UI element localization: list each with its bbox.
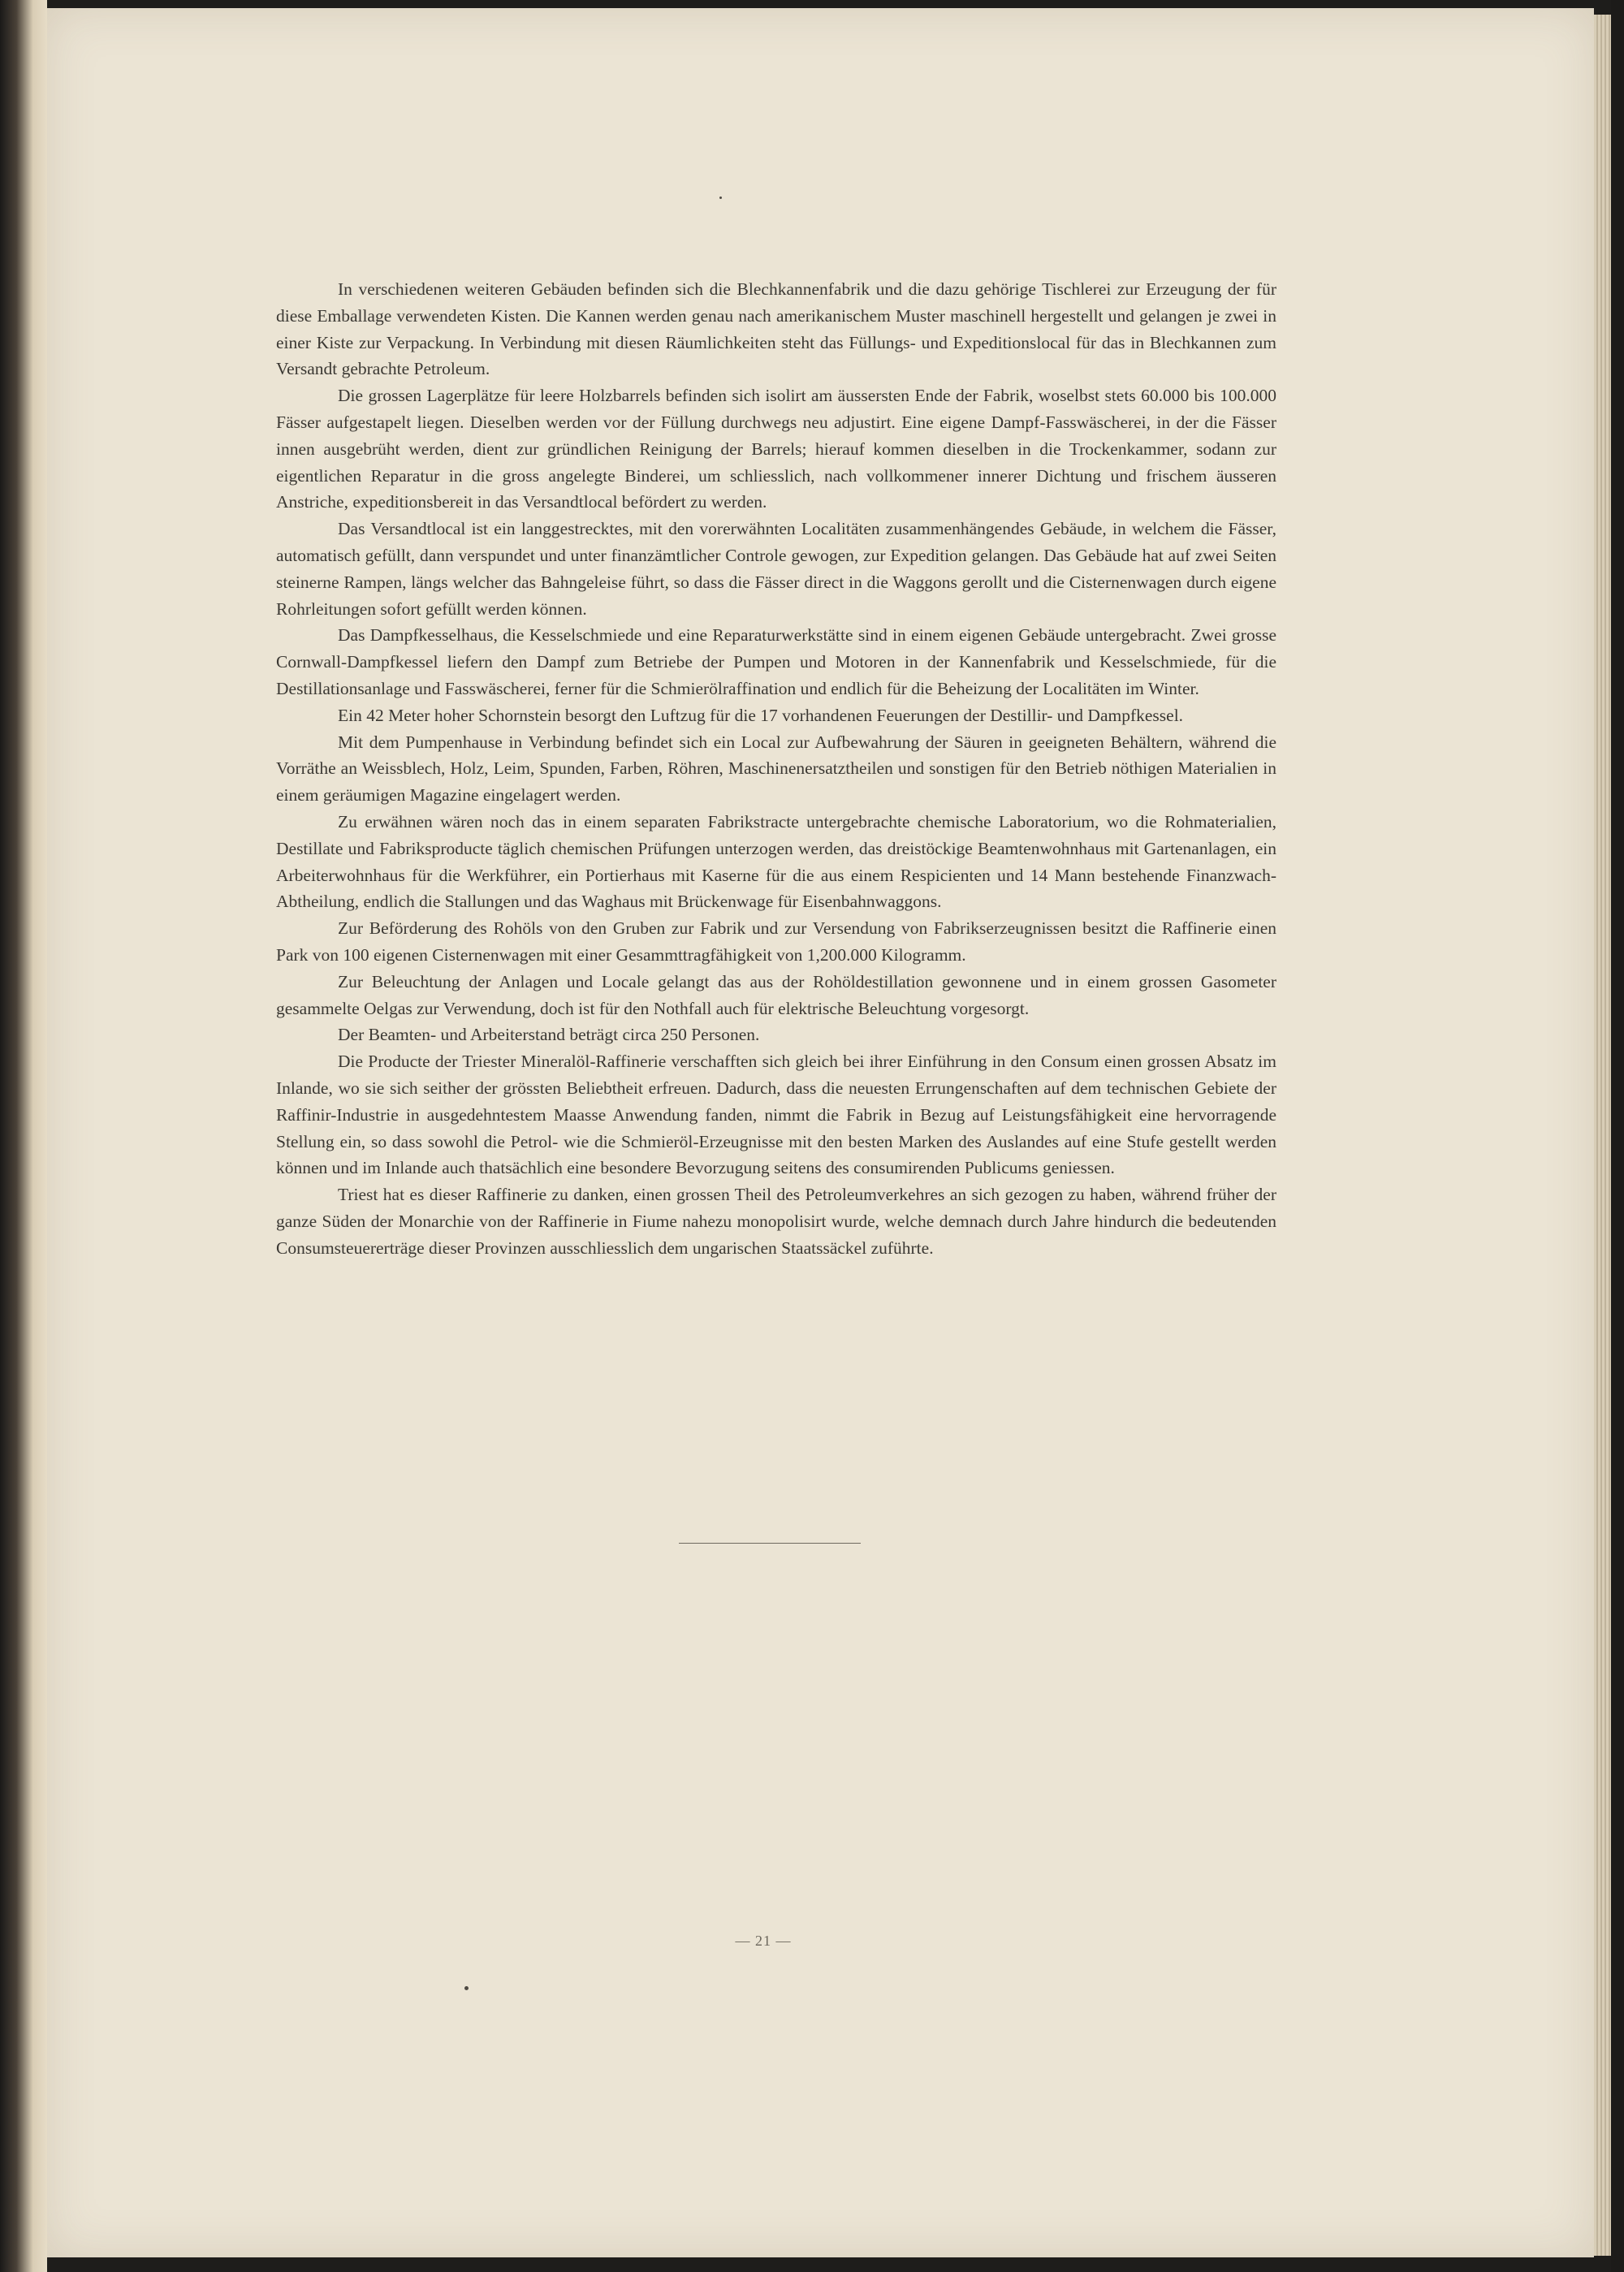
paragraph: Ein 42 Meter hoher Schornstein besorgt den Luftzug für die 17 vorhandenen Feuerungen der Destillir- und Dampfkessel. xyxy=(338,705,1184,725)
paper-speck xyxy=(719,197,722,199)
section-divider xyxy=(679,1543,861,1544)
paragraph: Das Dampfkesselhaus, die Kesselschmiede und eine Reparaturwerkstätte sind in einem eigenen Gebäude untergebracht. Zwei grosse Cornwall-Dampfkessel liefern den Dampf zum Betriebe der Pumpen und Motoren in der Kannenfabrik und Kesselschmiede, für die Destillationsanlage und Fasswäscherei, ferner für die Schmierölraffination und endlich für die Beheizung der Localitäten im Winter. xyxy=(276,625,1276,698)
paragraph: Zu erwähnen wären noch das in einem separaten Fabrikstracte untergebrachte chemische Laboratorium, wo die Rohmaterialien, Destillate und Fabriksproducte täglich chemischen Prüfungen unterzogen werden, das dreistöckige Beamtenwohnhaus mit Gartenanlagen, ein Arbeiterwohnhaus für die Werkführer, ein Portierhaus mit Kaserne für die aus einem Respicienten und 14 Mann bestehende Finanzwach-Abtheilung, endlich die Stallungen und das Waghaus mit Brückenwage für Eisenbahnwaggons. xyxy=(276,811,1276,912)
paper-speck xyxy=(464,1986,469,1990)
paragraph: Die grossen Lagerplätze für leere Holzbarrels befinden sich isolirt am äussersten Ende der Fabrik, woselbst stets 60.000 bis 100.000 Fässer aufgestapelt liegen. Dieselben werden vor der Füllung durchwegs neu adjustirt. Eine eigene Dampf-Fasswäscherei, in der die Fässer innen ausgebrüht werden, dient zur gründlichen Reinigung der Barrels; hierauf kommen dieselben in die Trockenkammer, sodann zur eigentlichen Reparatur in die gross angelegte Binderei, um schliesslich, nach vollkommener innerer Dichtung und frischem äusseren Anstriche, expeditionsbereit in das Versandtlocal befördert zu werden. xyxy=(276,386,1276,512)
paragraph: Die Producte der Triester Mineralöl-Raffinerie verschafften sich gleich bei ihrer Einführung in den Consum einen grossen Absatz im Inlande, wo sie sich seither der grössten Beliebtheit erfreuen. Dadurch, dass die neuesten Errungenschaften auf dem technischen Gebiete der Raffinir-Industrie in ausgedehntestem Maasse Anwendung fanden, nimmt die Fabrik in Bezug auf Leistungsfähigkeit eine hervorragende Stellung ein, so dass sowohl die Petrol- wie die Schmieröl-Erzeugnisse mit den besten Marken des Auslandes auf eine Stufe gestellt werden können und im Inlande auch thatsächlich eine besondere Bevorzugung seitens des consumirenden Publicums geniessen. xyxy=(276,1052,1276,1178)
page-number: — 21 — xyxy=(735,1933,792,1949)
binding-edge xyxy=(0,0,47,2272)
paragraph: In verschiedenen weiteren Gebäuden befinden sich die Blechkannenfabrik und die dazu gehörige Tischlerei zur Erzeugung der für diese Emballage verwendeten Kisten. Die Kannen werden genau nach amerikanischem Muster maschinell hergestellt und gelangen je zwei in einer Kiste zur Verpackung. In Verbindung mit diesen Räumlichkeiten steht das Füllungs- und Expeditionslocal für das in Blechkannen zum Versandt gebrachte Petroleum. xyxy=(276,279,1276,379)
paragraph: Das Versandtlocal ist ein langgestrecktes, mit den vorerwähnten Localitäten zusammenhängendes Gebäude, in welchem die Fässer, automatisch gefüllt, dann verspundet und unter finanzämtlicher Controle gewogen, zur Expedition gelangen. Das Gebäude hat auf zwei Seiten steinerne Rampen, längs welcher das Bahngeleise führt, so dass die Fässer direct in die Waggons gerollt und die Cisternenwagen durch eigene Rohrleitungen sofort gefüllt werden können. xyxy=(276,519,1276,619)
paragraph: Der Beamten- und Arbeiterstand beträgt circa 250 Personen. xyxy=(338,1025,760,1045)
paragraph: Zur Beleuchtung der Anlagen und Locale gelangt das aus der Rohöldestillation gewonnene und in einem grossen Gasometer gesammelte Oelgas zur Verwendung, doch ist für den Nothfall auch für elektrische Beleuchtung vorgesorgt. xyxy=(276,971,1276,1018)
paragraph: Mit dem Pumpenhause in Verbindung befindet sich ein Local zur Aufbewahrung der Säuren in geeigneten Behältern, während die Vorräthe an Weissblech, Holz, Leim, Spunden, Farben, Röhren, Maschinenersatztheilen und sonstigen für den Betrieb nöthigen Materialien in einem geräumigen Magazine eingelagert werden. xyxy=(276,732,1276,806)
scan-right-border xyxy=(1611,0,1624,2272)
paragraph: Triest hat es dieser Raffinerie zu danken, einen grossen Theil des Petroleumverkehres an sich gezogen zu haben, während früher der ganze Süden der Monarchie von der Raffinerie in Fiume nahezu monopolisirt wurde, welche demnach durch Jahre hindurch die bedeutenden Consumsteuererträge dieser Provinzen ausschliesslich dem ungarischen Staatssäckel zuführte. xyxy=(276,1185,1276,1258)
paragraph: Zur Beförderung des Rohöls von den Gruben zur Fabrik und zur Versendung von Fabrikserzeugnissen besitzt die Raffinerie einen Park von 100 eigenen Cisternenwagen mit einer Gesammttragfähigkeit von 1,200.000 Kilogramm. xyxy=(276,918,1276,965)
body-text xyxy=(276,276,1276,1261)
